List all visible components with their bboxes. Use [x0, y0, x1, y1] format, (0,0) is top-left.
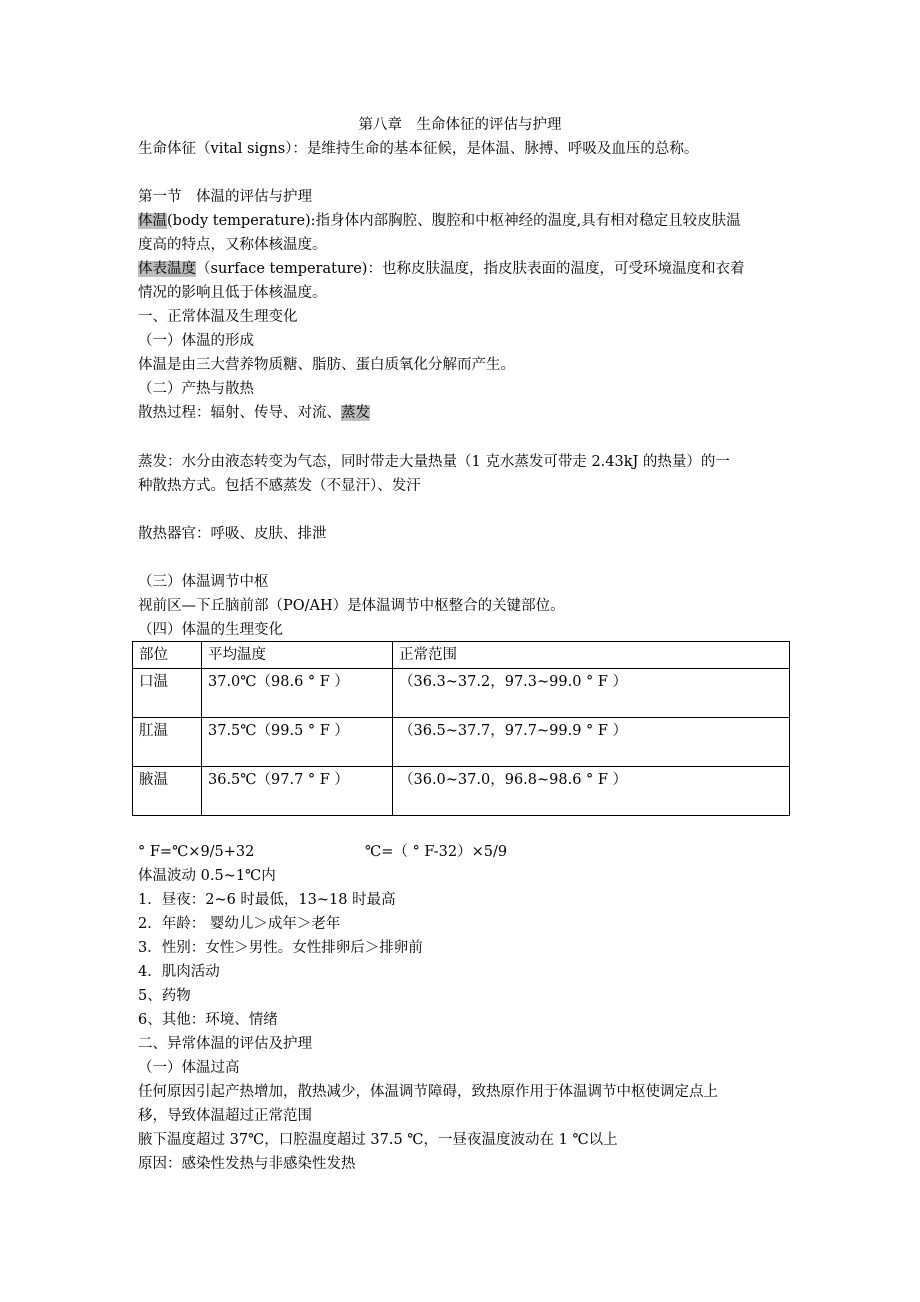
table-header-cell: 平均温度: [202, 642, 393, 669]
fever-definition-cont: 移，导致体温超过正常范围: [138, 1108, 312, 1124]
table-cell: 肛温: [133, 718, 202, 767]
table-cell: 37.5℃（99.5 ° F ）: [202, 718, 393, 767]
fever-criteria: 腋下温度超过 37℃，口腔温度超过 37.5 ℃，一昼夜温度波动在 1 ℃以上: [138, 1132, 618, 1148]
factor-item: 4．肌肉活动: [138, 964, 220, 980]
table-cell: （36.3~37.2，97.3~99.0 ° F ）: [393, 669, 790, 718]
fever-definition: 任何原因引起产热增加，散热减少，体温调节障碍，致热原作用于体温调节中枢使调定点上: [138, 1084, 718, 1100]
table-row: [133, 718, 790, 767]
surface-temp-definition-cont: 情况的影响且低于体核温度。: [138, 285, 327, 301]
formula-fahrenheit: ° F=℃×9/5+32: [138, 844, 255, 860]
subheading-variation: （四）体温的生理变化: [138, 622, 283, 638]
evaporation-text: 蒸发：水分由液态转变为气态，同时带走大量热量（1 克水蒸发可带走 2.43kJ 的热量）的一: [138, 454, 730, 470]
heading-normal-temp: 一、正常体温及生理变化: [138, 309, 298, 325]
subheading-fever: （一）体温过高: [138, 1060, 240, 1076]
fever-causes: 原因：感染性发热与非感染性发热: [138, 1156, 356, 1172]
factor-item: 3．性别：女性＞男性。女性排卵后＞排卵前: [138, 940, 423, 956]
table-row: [133, 669, 790, 718]
table-row: [133, 767, 790, 816]
table-cell: （36.0~37.0，96.8~98.6 ° F ）: [393, 767, 790, 816]
core-temp-definition-cont: 度高的特点，又称体核温度。: [138, 237, 327, 253]
center-text: 视前区—下丘脑前部（PO/AH）是体温调节中枢整合的关键部位。: [138, 598, 565, 614]
subheading-formation: （一）体温的形成: [138, 333, 254, 349]
chapter-title: 第八章 生命体征的评估与护理: [358, 117, 562, 133]
evaporation-text-cont: 种散热方式。包括不感蒸发（不显汗）、发汗: [138, 478, 421, 494]
table-cell: 口温: [133, 669, 202, 718]
formula-celsius: ℃=（ ° F-32）×5/9: [365, 844, 508, 860]
table-cell: （36.5~37.7，97.7~99.9 ° F ）: [393, 718, 790, 767]
heat-loss-process: 散热过程：辐射、传导、对流、蒸发: [138, 405, 370, 421]
heading-abnormal-temp: 二、异常体温的评估及护理: [138, 1036, 312, 1052]
table-cell: 37.0℃（98.6 ° F ）: [202, 669, 393, 718]
highlighted-term: 体温: [138, 213, 167, 229]
fluctuation-text: 体温波动 0.5~1℃内: [138, 868, 276, 884]
temperature-table: [132, 641, 790, 816]
surface-temp-definition: 体表温度（surface temperature)：也称皮肤温度，指皮肤表面的温度，可受环境温度和衣着: [138, 261, 745, 277]
table-header-row: [133, 642, 790, 669]
factor-item: 5、药物: [138, 988, 191, 1004]
core-temp-definition: 体温(body temperature):指身体内部胸腔、腹腔和中枢神经的温度,具有相对稳定且较皮肤温: [138, 213, 741, 229]
factor-item: 1．昼夜：2~6 时最低，13~18 时最高: [138, 892, 396, 908]
factor-item: 2．年龄： 婴幼儿＞成年＞老年: [138, 916, 341, 932]
subheading-center: （三）体温调节中枢: [138, 574, 269, 590]
heat-loss-organs: 散热器官：呼吸、皮肤、排泄: [138, 526, 327, 542]
table-cell: 腋温: [133, 767, 202, 816]
subheading-heat: （二）产热与散热: [138, 381, 254, 397]
section-heading: 第一节 体温的评估与护理: [138, 189, 312, 205]
factor-item: 6、其他：环境、情绪: [138, 1012, 278, 1028]
table-cell: 36.5℃（97.7 ° F ）: [202, 767, 393, 816]
table-header-cell: 正常范围: [393, 642, 790, 669]
formation-text: 体温是由三大营养物质糖、脂肪、蛋白质氧化分解而产生。: [138, 357, 515, 373]
table-header-cell: 部位: [133, 642, 202, 669]
highlighted-term: 体表温度: [138, 261, 196, 277]
highlighted-term: 蒸发: [341, 405, 370, 421]
vital-signs-definition: 生命体征（vital signs）：是维持生命的基本征候，是体温、脉搏、呼吸及血压的总称。: [138, 141, 699, 157]
